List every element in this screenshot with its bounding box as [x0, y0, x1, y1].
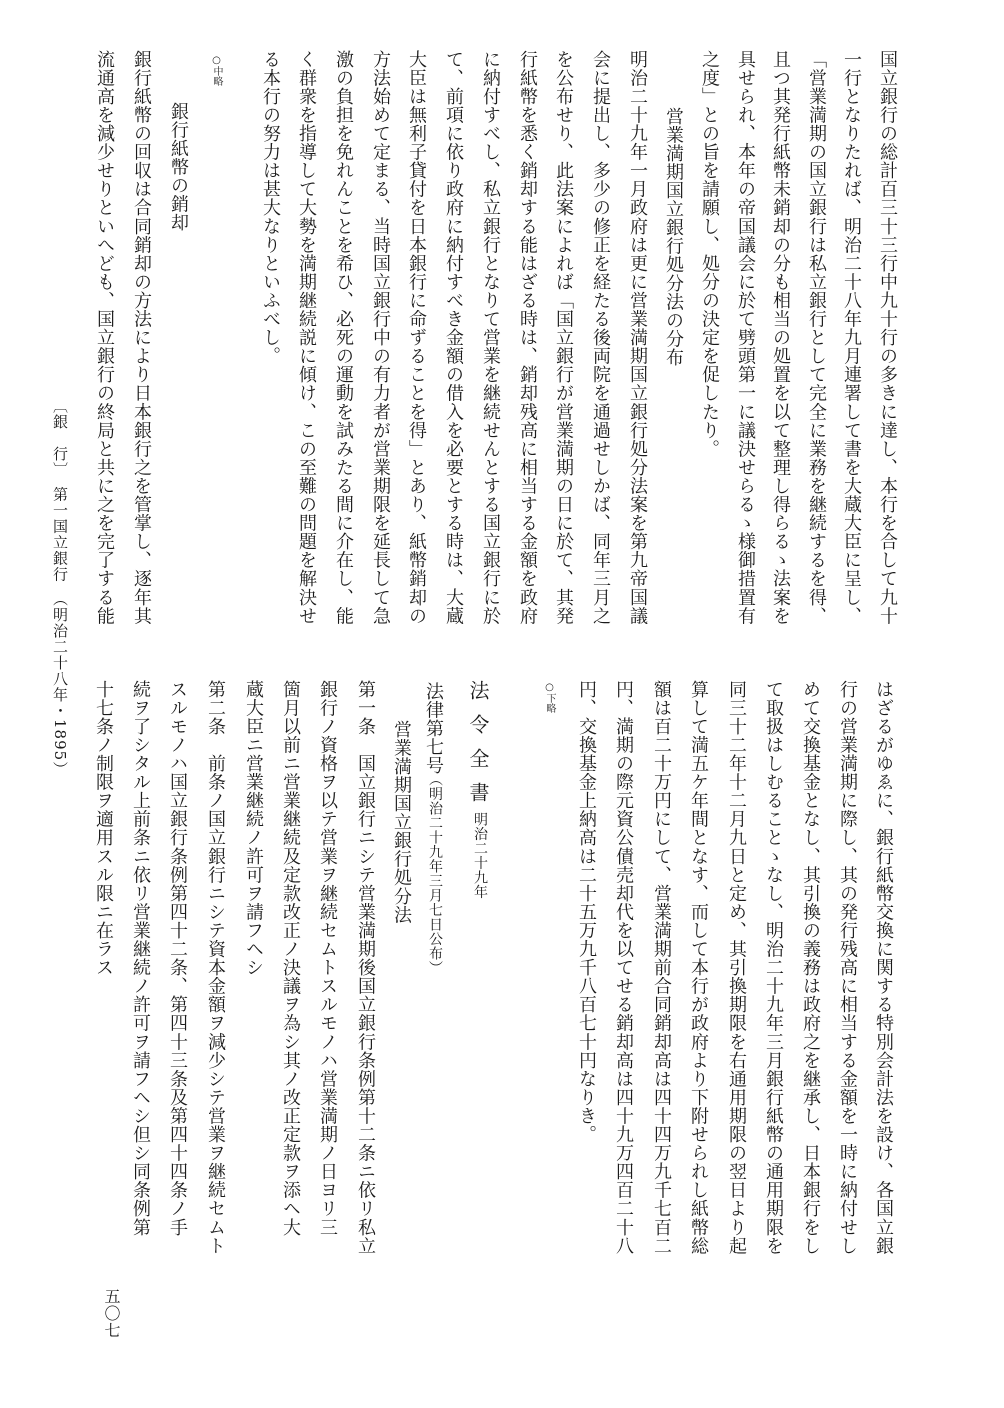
text-column: はざるがゆゑに、銀行紙幣交換に関する特別会計法を設け、各国立銀	[873, 680, 894, 1256]
text-column: 円、交換基金上納高は二十五万九千八百七十円なりき。	[576, 680, 597, 1144]
page-number: 五〇七	[102, 1288, 121, 1339]
text-column: を公布せり、此法案によれば「国立銀行が営業満期の日に於て、其発	[553, 50, 574, 626]
law-article-line: 続ヲ了シタル上前条ニ依リ営業継続ノ許可ヲ請フヘシ但シ同条例第	[130, 680, 151, 1237]
law-number: 法律第七号	[423, 682, 444, 775]
text-column: 一行となりたれば、明治二十八年九月連署して書を大蔵大臣に呈し、	[841, 50, 862, 626]
text-column: 方法始めて定まる、当時国立銀行中の有力者が営業期限を延長して急	[370, 50, 391, 626]
section-heading-note-redemption: 銀行紙幣の銷却	[168, 102, 189, 232]
law-article-line: 蔵大臣ニ営業継続ノ許可ヲ請フヘシ	[243, 680, 264, 977]
section-heading-disposal-law: 営業満期国立銀行処分法の分布	[663, 107, 684, 367]
text-column: て、前項に依り政府に納付すべき金額の借入を必要とする時は、大蔵	[443, 50, 464, 626]
text-column: 之度」との旨を請願し、処分の決定を促したり。	[699, 50, 720, 459]
text-column: 大臣は無利子貸付を日本銀行に命ずることを得」とあり、紙幣銷却の	[406, 50, 427, 626]
text-column: 流通高を減少せりといへども、国立銀行の終局と共に之を完了する能	[94, 50, 115, 626]
law-article-start: 第一条 国立銀行ニシテ営業満期後国立銀行条例第十二条ニ依リ私立	[355, 680, 376, 1256]
text-column: 行紙幣を悉く銷却する能はざる時は、銷却残高に相当する金額を政府	[517, 50, 538, 626]
text-column: 「営業満期の国立銀行は私立銀行として完全に業務を継続するを得、	[806, 50, 827, 626]
omission-mark: ○中略	[211, 55, 222, 86]
text-column: 国立銀行の総計百三十三行中九十行の多きに達し、本行を合して九十	[877, 50, 898, 626]
book-title-text: 法令全書	[466, 680, 490, 816]
text-column: 行の営業満期に際し、其の発行残高に相当する金額を一時に納付せし	[837, 680, 858, 1256]
text-column: 円、満期の際元資公債売却代を以てせる銷却高は四十九万四百二十八	[613, 680, 634, 1256]
text-column: る本行の努力は甚大なりといふべし。	[260, 50, 281, 366]
text-column: 算して満五ケ年間となす、而して本行が政府より下附せられし紙幣総	[688, 680, 709, 1256]
text-column: に納付すべし、私立銀行となりて営業を継続せんとする国立銀行に於	[480, 50, 501, 626]
text-column: 会に提出し、多少の修正を経たる後両院を通過せしかば、同年三月之	[590, 50, 611, 626]
text-column: 額は百二十万円にして、営業満期前合同銷却高は四十四万九千七百二	[651, 680, 672, 1256]
text-column: 激の負担を免れんことを希ひ、必死の運動を試みたる間に介在し、能	[333, 50, 354, 626]
text-column: 且つ其発行紙幣未銷却の分も相当の処置を以て整理し得らるゝ法案を	[770, 50, 791, 626]
text-column: く群衆を指導して大勢を満期継続説に傾け、この至難の問題を解決せ	[296, 50, 317, 626]
law-article-line: スルモノハ国立銀行条例第四十二条、第四十三条及第四十四条ノ手	[167, 680, 188, 1237]
law-article-line: 銀行ノ資格ヲ以テ営業ヲ継続セムトスルモノハ営業満期ノ日ヨリ三	[317, 680, 338, 1237]
text-column: て取扱はしむることゝなし、明治二十九年三月銀行紙幣の通用期限を	[763, 680, 784, 1256]
book-title	[466, 680, 490, 816]
law-date: （明治二十九年三月七日公布）	[427, 772, 443, 975]
omission-mark: ○下略	[544, 682, 555, 713]
text-column: 具せられ、本年の帝国議会に於て劈頭第一に議決せらるゝ様御措置有	[735, 50, 756, 626]
law-article-line: 十七条ノ制限ヲ適用スル限ニ在ラス	[93, 680, 114, 977]
text-column: 銀行紙幣の回収は合同銷却の方法により日本銀行之を管掌し、逐年其	[131, 50, 152, 626]
law-article-line: 箇月以前ニ営業継続及定款改正ノ決議ヲ為シ其ノ改正定款ヲ添ヘ大	[280, 680, 301, 1237]
law-name-heading: 営業満期国立銀行処分法	[391, 720, 412, 925]
running-header: 〔銀 行〕 第一国立銀行 （明治二十八年・1895）	[51, 398, 69, 778]
text-column: 明治二十九年一月政府は更に営業満期国立銀行処分法案を第九帝国議	[627, 50, 648, 626]
text-column: めて交換基金となし、其引換の義務は政府之を継承し、日本銀行をし	[800, 680, 821, 1256]
text-column: 同三十二年十二月九日と定め、其引換期限を右通用期限の翌日より起	[726, 680, 747, 1256]
book-year: 明治二十九年	[472, 812, 488, 899]
law-article-start: 第二条 前条ノ国立銀行ニシテ資本金額ヲ減少シテ営業ヲ継続セムト	[205, 680, 226, 1256]
